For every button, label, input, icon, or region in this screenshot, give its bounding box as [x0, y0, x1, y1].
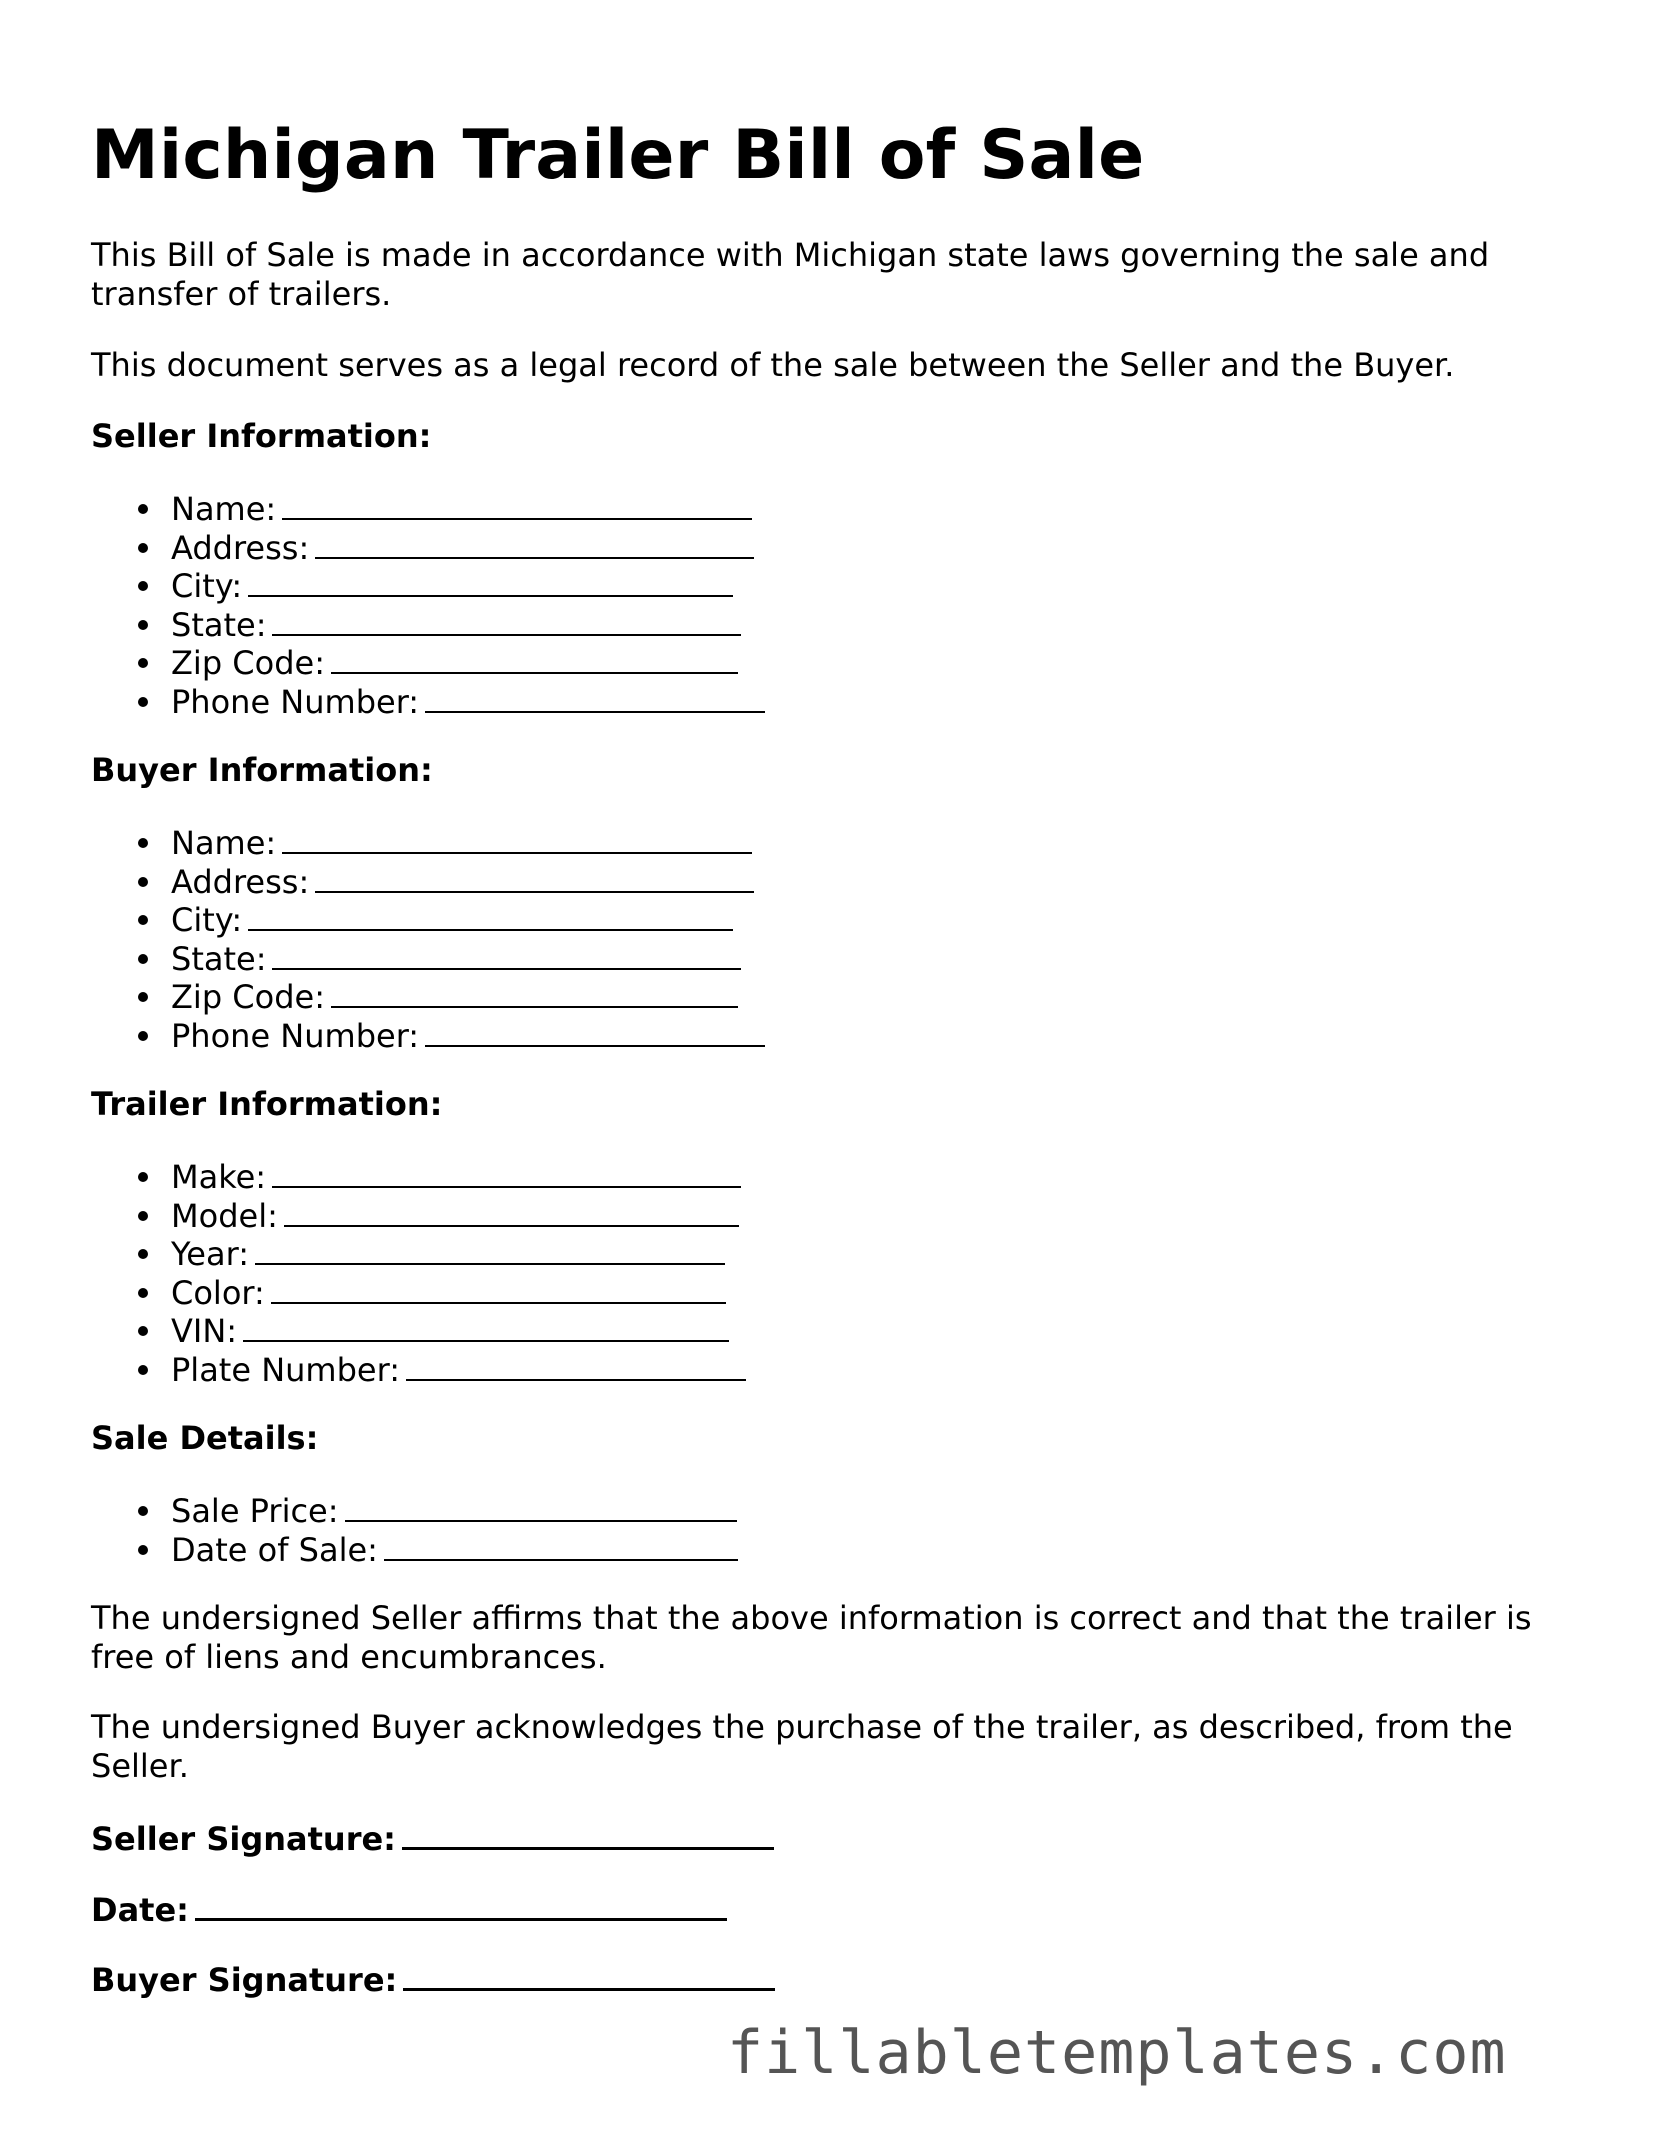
trailer-vin-field[interactable]	[91, 1310, 746, 1349]
buyer-address-field[interactable]	[91, 861, 765, 900]
field-label: Plate Number:	[171, 1350, 400, 1389]
fill-line[interactable]	[315, 527, 754, 559]
seller-signature-label: Seller Signature:	[91, 1820, 396, 1858]
field-label: Phone Number:	[171, 682, 420, 721]
field-label: Year:	[171, 1235, 249, 1273]
fill-line[interactable]	[272, 938, 741, 970]
fill-line[interactable]	[243, 1310, 729, 1342]
fill-line[interactable]	[255, 1233, 725, 1265]
field-label: Model:	[171, 1196, 278, 1235]
fill-line[interactable]	[271, 1272, 726, 1304]
field-label: State:	[171, 605, 267, 644]
buyer-zip-field[interactable]	[91, 976, 765, 1015]
buyer-fields-list	[91, 822, 765, 1053]
fill-line[interactable]	[315, 861, 754, 893]
field-label: Phone Number:	[171, 1016, 420, 1055]
field-label: City:	[171, 901, 243, 939]
buyer-state-field[interactable]	[91, 938, 765, 977]
seller-signature-line[interactable]	[91, 1817, 774, 1859]
buyer-signature-line[interactable]	[91, 1958, 775, 2000]
field-label: Address:	[171, 528, 310, 567]
seller-affirmation: The undersigned Seller affirms that the above information is correct and that the trailer is free of liens and encumbrances.	[91, 1599, 1532, 1676]
seller-section-heading: Seller Information:	[91, 417, 432, 455]
fill-line[interactable]	[331, 642, 738, 674]
trailer-fields-list	[91, 1156, 746, 1387]
field-label: Color:	[171, 1273, 265, 1312]
fill-line[interactable]	[284, 1195, 739, 1227]
fill-line[interactable]	[248, 565, 733, 597]
fill-line[interactable]	[384, 1529, 738, 1561]
field-label: City:	[171, 567, 243, 605]
trailer-make-field[interactable]	[91, 1156, 746, 1195]
seller-state-field[interactable]	[91, 604, 765, 643]
sale-date-field[interactable]	[91, 1529, 738, 1568]
seller-city-field[interactable]	[91, 565, 765, 604]
trailer-section-heading: Trailer Information:	[91, 1085, 443, 1123]
fill-line[interactable]	[345, 1490, 737, 1522]
seller-phone-field[interactable]	[91, 681, 765, 720]
fill-line[interactable]	[248, 899, 733, 931]
trailer-year-field[interactable]	[91, 1233, 746, 1272]
field-label: Address:	[171, 862, 310, 901]
field-label: Name:	[171, 824, 277, 862]
buyer-city-field[interactable]	[91, 899, 765, 938]
trailer-plate-field[interactable]	[91, 1349, 746, 1388]
field-label: VIN:	[171, 1312, 238, 1350]
fill-line[interactable]	[282, 488, 752, 520]
field-label: Name:	[171, 490, 277, 528]
field-label: Make:	[171, 1158, 267, 1196]
field-label: Date of Sale:	[171, 1530, 378, 1569]
buyer-name-field[interactable]	[91, 822, 765, 861]
fill-line[interactable]	[282, 822, 752, 854]
intro-paragraph-law: This Bill of Sale is made in accordance with Michigan state laws governing the sale and transfer of trailers.	[91, 236, 1490, 313]
trailer-color-field[interactable]	[91, 1272, 746, 1311]
fill-line[interactable]	[272, 604, 741, 636]
fill-line[interactable]	[425, 681, 765, 713]
fill-line[interactable]	[425, 1015, 765, 1047]
buyer-acknowledgement: The undersigned Buyer acknowledges the purchase of the trailer, as described, from the Seller.	[91, 1708, 1513, 1785]
seller-zip-field[interactable]	[91, 642, 765, 681]
field-label: State:	[171, 939, 267, 978]
field-label: Zip Code:	[171, 978, 325, 1016]
sale-fields-list	[91, 1490, 738, 1567]
fill-line[interactable]	[331, 976, 738, 1008]
buyer-phone-field[interactable]	[91, 1015, 765, 1054]
signature-blank[interactable]	[403, 1958, 775, 1991]
seller-address-field[interactable]	[91, 527, 765, 566]
field-label: Sale Price:	[171, 1492, 339, 1530]
date-line[interactable]	[91, 1888, 727, 1930]
signature-blank[interactable]	[402, 1817, 774, 1850]
buyer-signature-label: Buyer Signature:	[91, 1961, 398, 1999]
field-label: Zip Code:	[171, 644, 325, 682]
seller-name-field[interactable]	[91, 488, 765, 527]
buyer-section-heading: Buyer Information:	[91, 751, 433, 789]
fill-line[interactable]	[406, 1349, 746, 1381]
seller-fields-list	[91, 488, 765, 719]
date-label: Date:	[91, 1891, 189, 1929]
sale-section-heading: Sale Details:	[91, 1419, 319, 1457]
sale-price-field[interactable]	[91, 1490, 738, 1529]
page-title: Michigan Trailer Bill of Sale	[91, 116, 1145, 195]
fill-line[interactable]	[272, 1156, 741, 1188]
trailer-model-field[interactable]	[91, 1195, 746, 1234]
date-blank[interactable]	[195, 1888, 727, 1921]
intro-paragraph-record: This document serves as a legal record of the sale between the Seller and the Buyer.	[91, 346, 1455, 384]
watermark-text: fillabletemplates.com	[727, 2018, 1507, 2088]
